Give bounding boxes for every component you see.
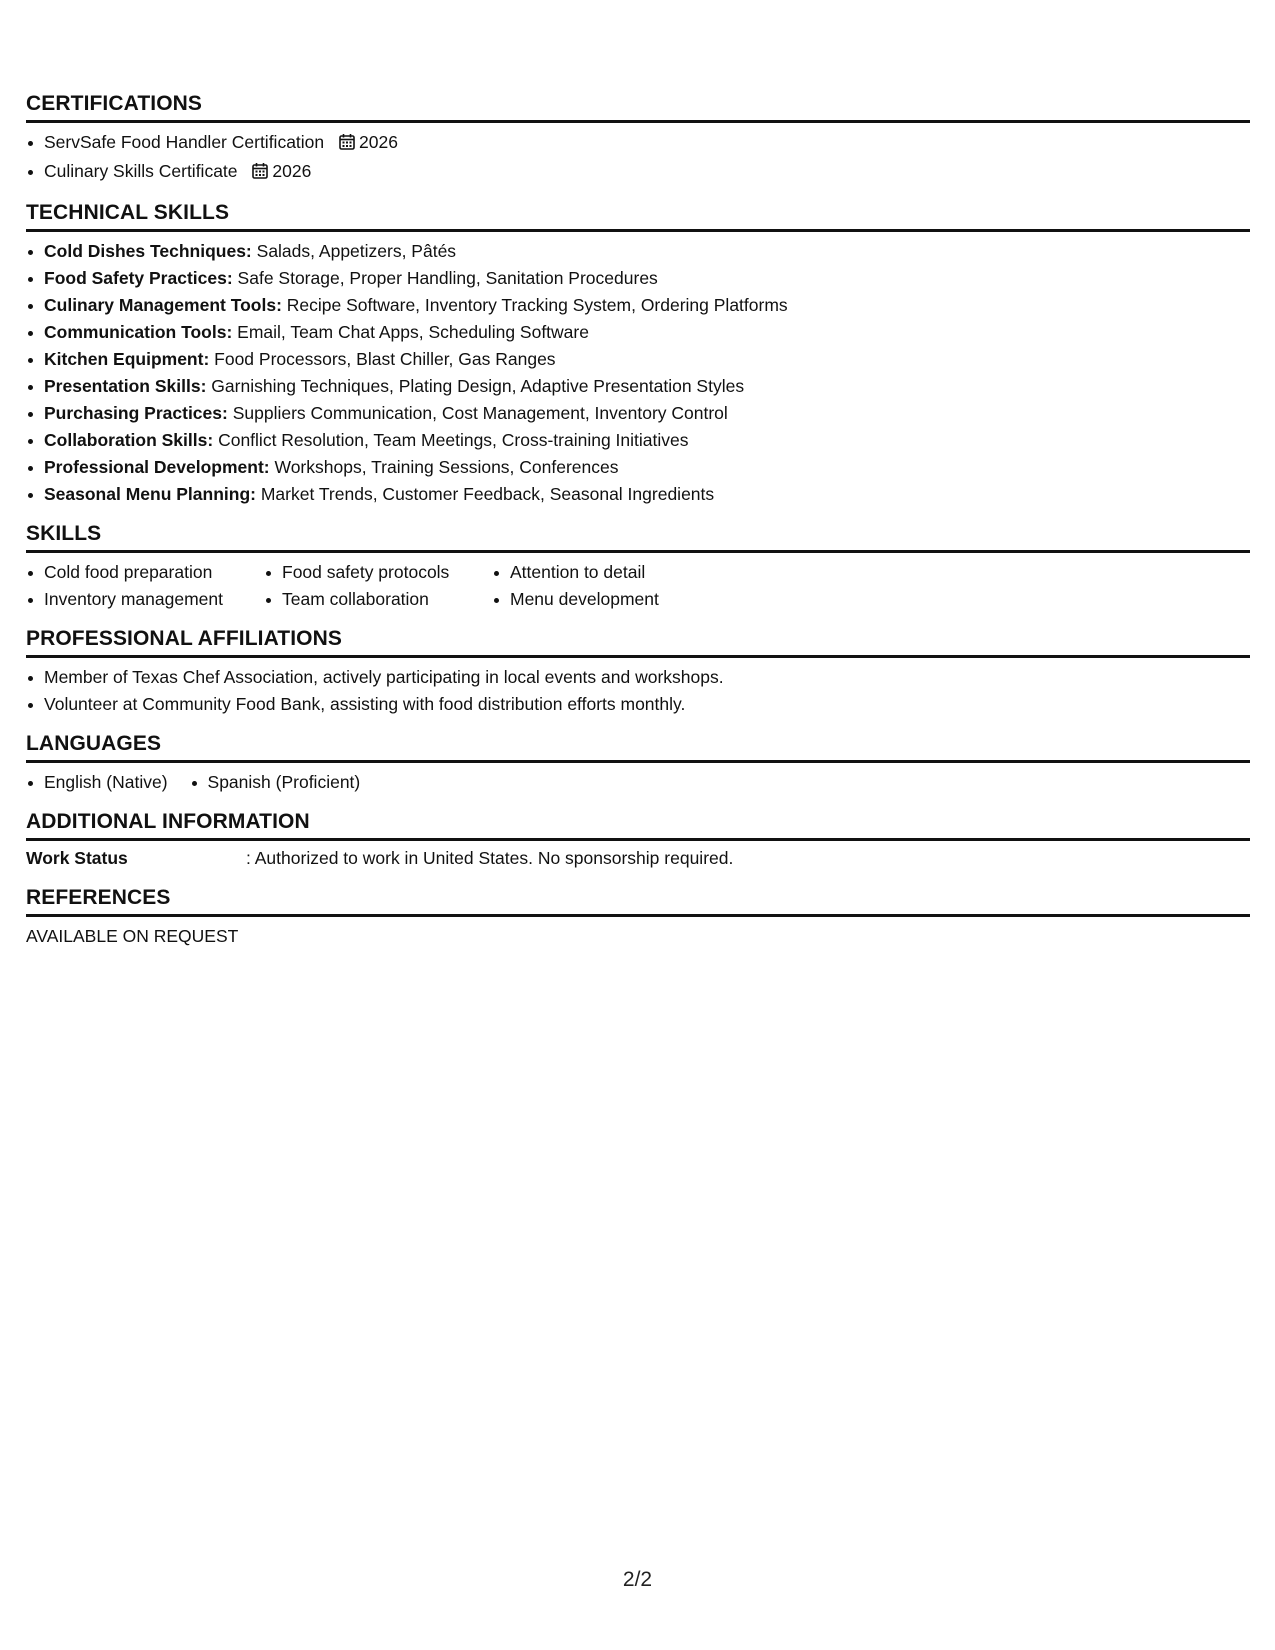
affiliation-item: Member of Texas Chef Association, actively participating in local events and workshops. [26, 664, 1250, 691]
work-status-value: : Authorized to work in United States. No sponsorship required. [246, 848, 734, 868]
certification-name: ServSafe Food Handler Certification [44, 132, 325, 152]
technical-skill-label: Purchasing Practices: [44, 403, 228, 423]
section-title-languages: LANGUAGES [26, 732, 1250, 763]
technical-skill-item [26, 346, 1250, 373]
certification-year: 2026 [359, 132, 398, 152]
technical-skill-value: Conflict Resolution, Team Meetings, Cross-training Initiatives [218, 430, 689, 450]
technical-skill-value: Workshops, Training Sessions, Conferences [274, 457, 619, 477]
section-title-affiliations: PROFESSIONAL AFFILIATIONS [26, 627, 1250, 658]
technical-skill-value: Garnishing Techniques, Plating Design, Adaptive Presentation Styles [211, 376, 745, 396]
language-item: English (Native) [26, 769, 168, 796]
work-status-label: Work Status [26, 848, 128, 868]
skill-item: Inventory management [26, 586, 264, 613]
technical-skill-item [26, 265, 1250, 292]
technical-skill-value: Salads, Appetizers, Pâtés [256, 241, 457, 261]
technical-skill-label: Kitchen Equipment: [44, 349, 210, 369]
skill-item: Attention to detail [492, 559, 732, 586]
technical-skill-value: Market Trends, Customer Feedback, Seasonal Ingredients [260, 484, 715, 504]
technical-skill-label: Seasonal Menu Planning: [44, 484, 256, 504]
section-title-technical-skills: TECHNICAL SKILLS [26, 201, 1250, 232]
skills-column [492, 559, 732, 613]
skill-item: Cold food preparation [26, 559, 264, 586]
skill-item: Team collaboration [264, 586, 492, 613]
technical-skill-value: Email, Team Chat Apps, Scheduling Software [237, 322, 589, 342]
technical-skill-label: Communication Tools: [44, 322, 233, 342]
work-status-row [26, 841, 1250, 886]
technical-skill-label: Presentation Skills: [44, 376, 207, 396]
skill-item: Food safety protocols [264, 559, 492, 586]
technical-skill-item [26, 400, 1250, 427]
technical-skill-label: Professional Development: [44, 457, 270, 477]
skills-column [264, 559, 492, 613]
technical-skill-value: Food Processors, Blast Chiller, Gas Ranges [214, 349, 556, 369]
skills-grid [26, 553, 1250, 627]
resume-page [26, 92, 1250, 950]
technical-skill-item [26, 373, 1250, 400]
affiliations-list [26, 658, 1250, 732]
skills-section [26, 522, 1250, 627]
technical-skill-label: Collaboration Skills: [44, 430, 214, 450]
certification-item [26, 129, 1250, 158]
section-title-certifications: CERTIFICATIONS [26, 92, 1250, 123]
calendar-icon [252, 160, 268, 187]
technical-skill-item [26, 238, 1250, 265]
technical-skill-item [26, 427, 1250, 454]
skills-column [26, 559, 264, 613]
calendar-icon [339, 131, 355, 158]
languages-list [26, 763, 1250, 810]
technical-skills-list [26, 232, 1250, 522]
languages-section [26, 732, 1250, 810]
certifications-list [26, 123, 1250, 201]
technical-skill-value: Suppliers Communication, Cost Management, Inventory Control [232, 403, 728, 423]
section-title-skills: SKILLS [26, 522, 1250, 553]
technical-skill-label: Cold Dishes Techniques: [44, 241, 252, 261]
section-title-references: REFERENCES [26, 886, 1250, 917]
references-section [26, 886, 1250, 950]
certifications-section [26, 92, 1250, 201]
certification-name: Culinary Skills Certificate [44, 161, 238, 181]
language-item: Spanish (Proficient) [190, 769, 361, 796]
certification-year: 2026 [272, 161, 312, 181]
technical-skill-item [26, 319, 1250, 346]
references-text: AVAILABLE ON REQUEST [26, 926, 239, 946]
technical-skill-item [26, 292, 1250, 319]
technical-skill-label: Culinary Management Tools: [44, 295, 282, 315]
section-title-additional-info: ADDITIONAL INFORMATION [26, 810, 1250, 841]
certification-item [26, 158, 1250, 187]
skill-item: Menu development [492, 586, 732, 613]
technical-skill-item [26, 454, 1250, 481]
technical-skills-section [26, 201, 1250, 522]
technical-skill-item [26, 481, 1250, 508]
technical-skill-label: Food Safety Practices: [44, 268, 233, 288]
page-number: 2/2 [622, 1568, 653, 1591]
affiliations-section [26, 627, 1250, 732]
technical-skill-value: Recipe Software, Inventory Tracking System, Ordering Platforms [286, 295, 788, 315]
additional-info-section [26, 810, 1250, 886]
affiliation-item: Volunteer at Community Food Bank, assisting with food distribution efforts monthly. [26, 691, 1250, 718]
technical-skill-value: Safe Storage, Proper Handling, Sanitation Procedures [237, 268, 658, 288]
